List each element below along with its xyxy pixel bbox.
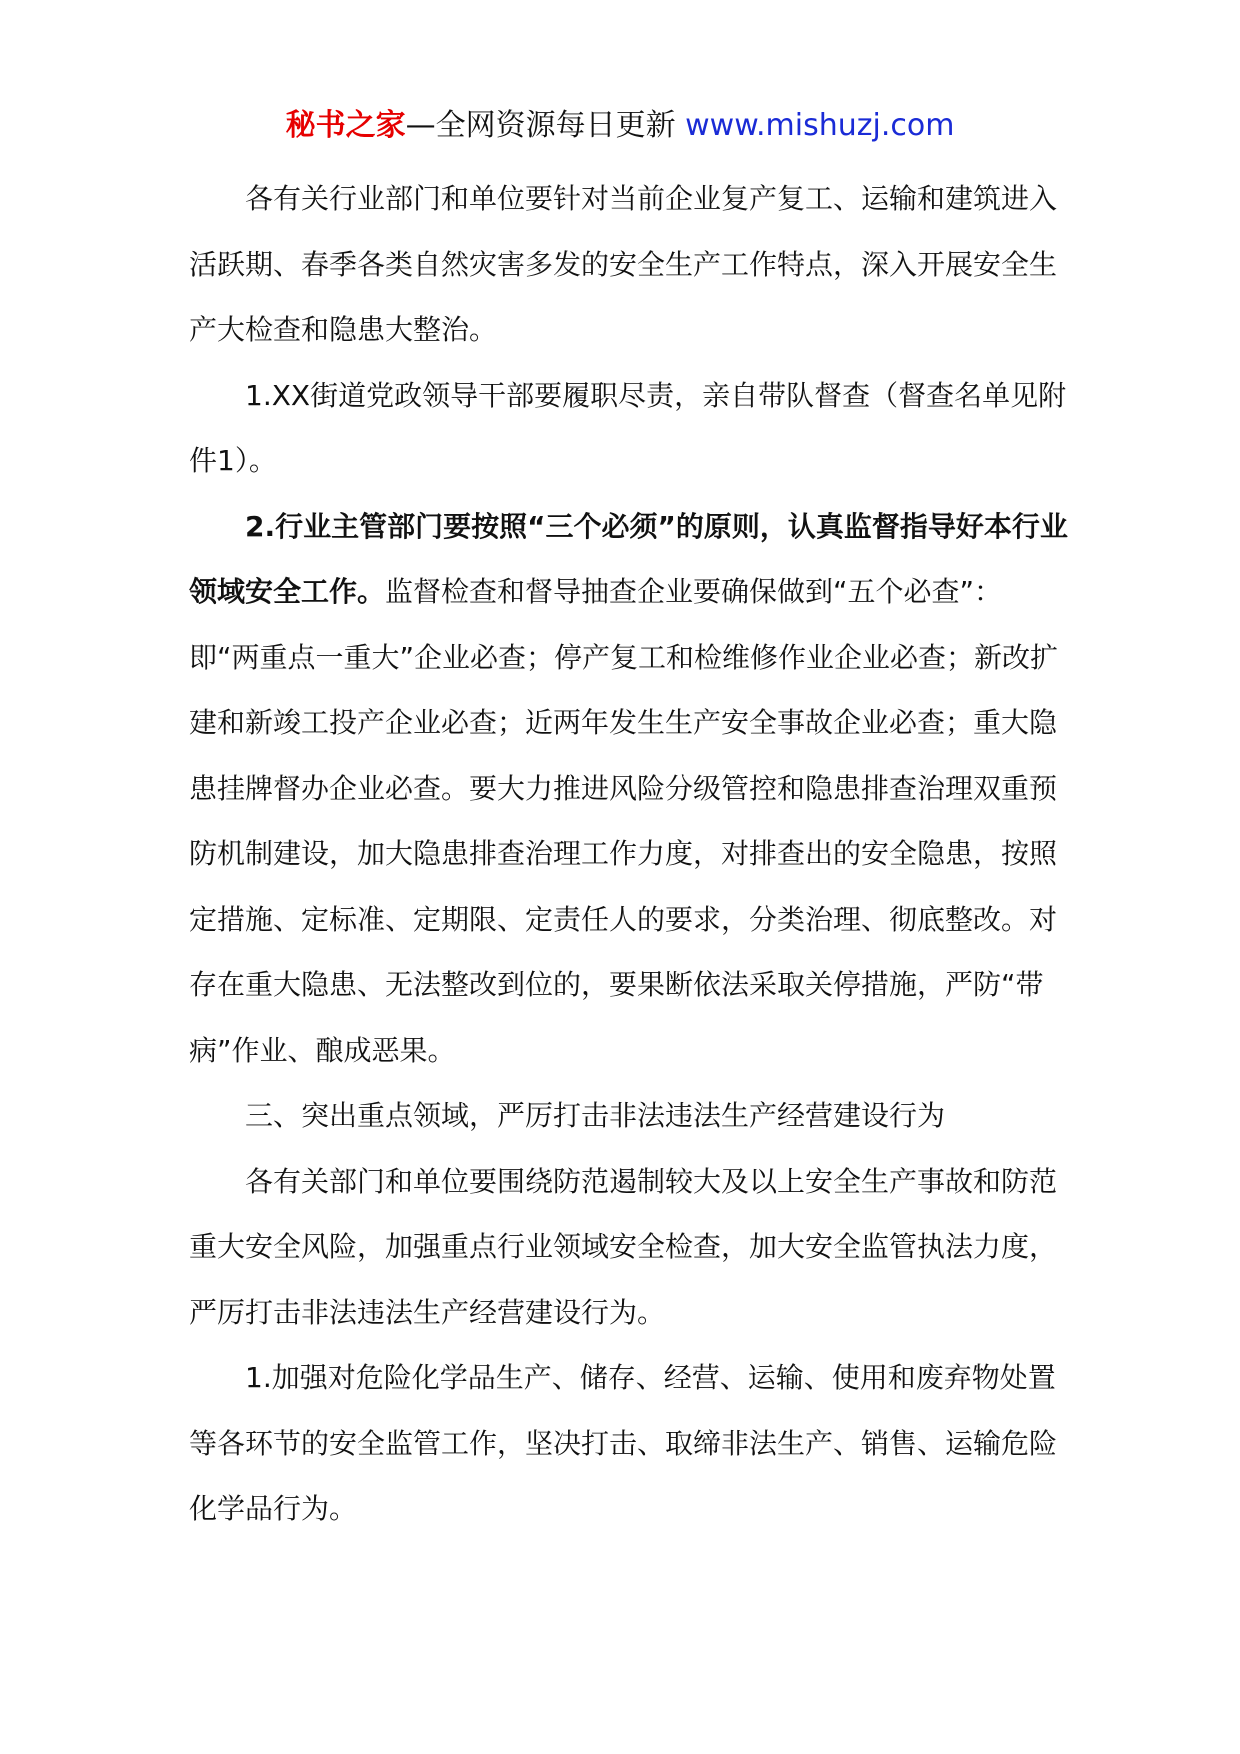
paragraph-text: 各有关部门和单位要围绕防范遏制较大及以上安全生产事故和防范重大安全风险，加强重点行业领域安全检查，加大安全监管执法力度，严厉打击非法违法生产经营建设行为。 (189, 1164, 1058, 1329)
paragraph-bold-lead: 2.行业主管部门要按照“三个必须”的原则，认真监督指导好本行业领域安全工作。 (189, 509, 1068, 608)
paragraph-item-1 (189, 363, 1069, 494)
paragraph-intro (189, 166, 1069, 363)
paragraph-section-3-item-1 (189, 1345, 1069, 1542)
brand-name: 秘书之家 (285, 108, 406, 143)
paragraph-text: 1.加强对危险化学品生产、储存、经营、运输、使用和废弃物处置等各环节的安全监管工作，坚决打击、取缔非法生产、销售、运输危险化学品行为。 (189, 1361, 1058, 1525)
paragraph-section-3-intro (189, 1149, 1069, 1346)
header-tagline: —全网资源每日更新 (405, 108, 686, 143)
paragraph-text: 监督检查和督导抽查企业要确保做到“五个必查”：即“两重点一重大”企业必查；停产复工和检维修作业企业必查；新改扩建和新竣工投产企业必查；近两年发生生产安全事故企业必查；重大隐患挂牌督办企业必查。要大力推进风险分级管控和隐患排查治理双重预防机制建设，加大隐患排查治理工作力度，对排查出的安全隐患，按照定措施、定标准、定期限、定责任人的要求，分类治理、彻底整改。对存在重大隐患、无法整改到位的，要果断依法采取关停措施，严防“带病”作业、酿成恶果。 (189, 575, 1059, 1067)
section-heading-text: 三、突出重点领域，严厉打击非法违法生产经营建设行为 (245, 1099, 946, 1132)
paragraph-item-2 (189, 494, 1069, 1084)
section-heading-3 (189, 1083, 1069, 1149)
site-url-link[interactable]: www.mishuzj.com (685, 108, 955, 143)
paragraph-text: 1.XX街道党政领导干部要履职尽责，亲自带队督查（督查名单见附件1）。 (189, 378, 1067, 477)
document-body (189, 166, 1069, 1542)
paragraph-text: 各有关行业部门和单位要针对当前企业复产复工、运输和建筑进入活跃期、春季各类自然灾害多发的安全生产工作特点，深入开展安全生产大检查和隐患大整治。 (189, 182, 1058, 346)
site-header (0, 104, 1240, 148)
